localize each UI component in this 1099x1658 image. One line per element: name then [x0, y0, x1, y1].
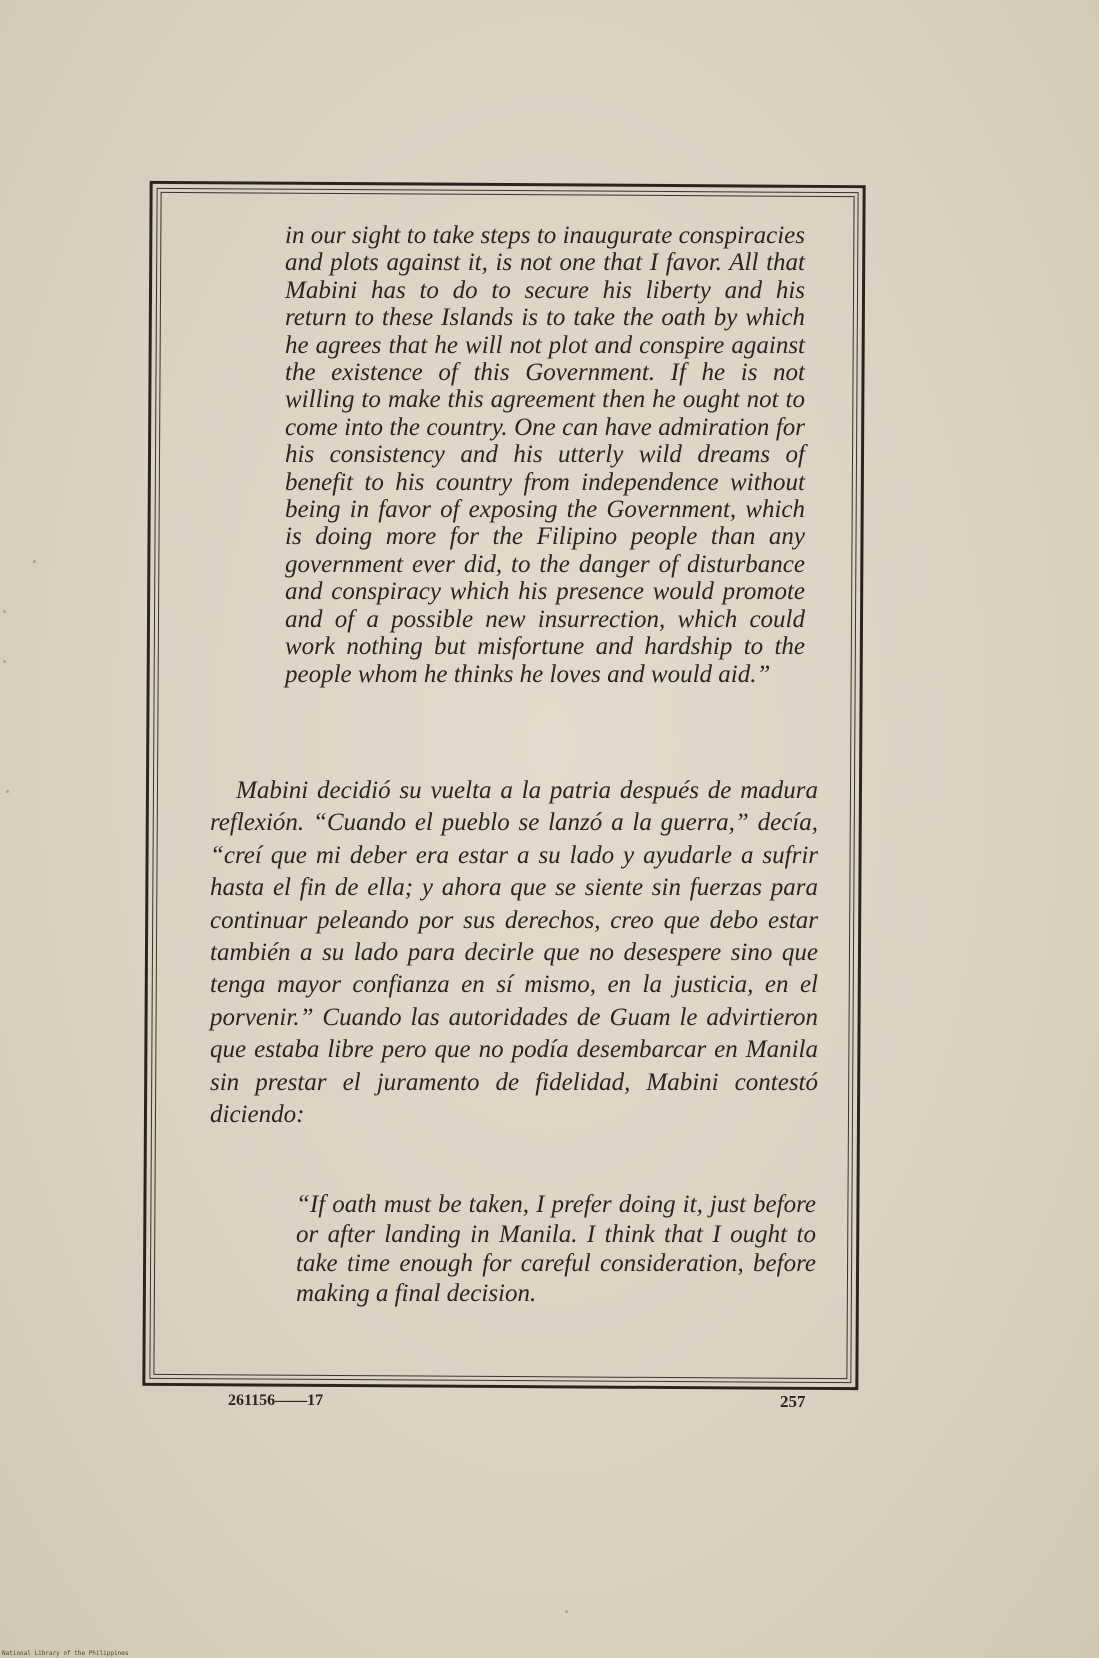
page-speck	[33, 560, 36, 563]
scan-watermark: National Library of the Philippines	[2, 1650, 129, 1657]
page-speck	[565, 1610, 568, 1613]
page-speck	[6, 790, 9, 793]
printer-signature-mark: 261156——17	[228, 1392, 324, 1409]
page-speck	[3, 660, 6, 663]
block-quote-mabini-reply: “If oath must be taken, I prefer doing it, just before or after landing in Manila. I think that I ought to take time enough for careful consideration, before making a final decision.	[296, 1191, 816, 1307]
block-quote-english: in our sight to take steps to inaugurate conspiracies and plots against it, is not one that I favor. All that Mabini has to do to secure his liberty and his return to these Islands is to take the oath by which he agrees that he will not plot and conspire against the existence of this Government. If he is not willing to make this agreement then he ought not to come into the country. One can have admiration for his consistency and his utterly wild dreams of benefit to his country from independence without being in favor of exposing the Government, which is doing more for the Filipino people than any government ever did, to the danger of disturbance and conspiracy which his presence would promote and of a possible new insurrection, which could work nothing but misfortune and hardship to the people whom he thinks he loves and would aid.”	[285, 222, 805, 688]
page-speck	[3, 610, 6, 613]
spanish-paragraph: Mabini decidió su vuelta a la patria después de madura reflexión. “Cuando el pueblo se lanzó a la guerra,” decía, “creí que mi deber era estar a su lado y ayudarle a sufrir hasta el fin de ella; y ahora que se siente sin fuerzas para continuar peleando por sus derechos, creo que debo estar también a su lado para decirle que no desespere sino que tenga mayor confianza en sí mismo, en la justicia, en el porvenir.” Cuando las autoridades de Guam le advirtieron que estaba libre pero que no podía desembarcar en Manila sin prestar el juramento de fidelidad, Mabini contestó diciendo:	[210, 777, 818, 1129]
page-number: 257	[780, 1392, 806, 1411]
